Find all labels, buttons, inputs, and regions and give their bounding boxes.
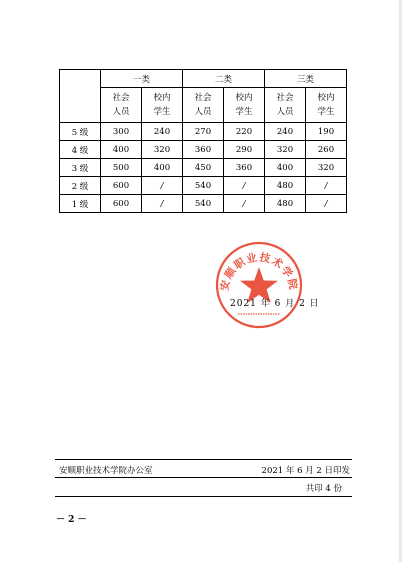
subheader-cell: 社会 人员 — [265, 88, 306, 123]
corner-cell — [60, 70, 101, 123]
subheader-cell: 校内 学生 — [306, 88, 347, 123]
fee-cell: 480 — [265, 177, 306, 195]
subheader-cell: 社会 人员 — [183, 88, 224, 123]
category-header: 一类 — [101, 70, 183, 88]
level-cell: 5 级 — [60, 123, 101, 141]
fee-cell: 270 — [183, 123, 224, 141]
fee-cell: 360 — [224, 159, 265, 177]
fee-cell: / — [224, 177, 265, 195]
table-row — [60, 195, 347, 213]
subheader-row — [60, 88, 347, 123]
fee-cell: 600 — [101, 195, 142, 213]
level-cell: 2 级 — [60, 177, 101, 195]
fee-cell: / — [142, 195, 183, 213]
fee-cell: 540 — [183, 195, 224, 213]
fee-cell: 190 — [306, 123, 347, 141]
fee-cell: 220 — [224, 123, 265, 141]
fee-table — [59, 69, 347, 213]
fee-cell: 320 — [306, 159, 347, 177]
footer-bottom-rule — [55, 496, 352, 497]
fee-cell: / — [142, 177, 183, 195]
fee-cell: 360 — [183, 141, 224, 159]
fee-cell: 300 — [101, 123, 142, 141]
subheader-cell: 校内 学生 — [224, 88, 265, 123]
official-seal-icon — [214, 240, 304, 330]
category-header: 二类 — [183, 70, 265, 88]
category-header: 三类 — [265, 70, 347, 88]
fee-cell: / — [306, 195, 347, 213]
fee-cell: 600 — [101, 177, 142, 195]
fee-cell: 320 — [265, 141, 306, 159]
fee-cell: 540 — [183, 177, 224, 195]
table-row — [60, 177, 347, 195]
footer-top-rule — [55, 459, 352, 460]
category-header-row — [60, 70, 347, 88]
footer-middle-rule — [55, 477, 352, 478]
seal-text: 安顺职业技术学院 — [218, 251, 300, 292]
print-date: 2021 年 6 月 2 日印发 — [261, 466, 350, 476]
fee-cell: 290 — [224, 141, 265, 159]
fee-cell: / — [224, 195, 265, 213]
fee-cell: 260 — [306, 141, 347, 159]
table-row — [60, 159, 347, 177]
level-cell: 3 级 — [60, 159, 101, 177]
issuing-office: 安顺职业技术学院办公室 — [59, 466, 153, 476]
fee-cell: 480 — [265, 195, 306, 213]
fee-cell: 400 — [101, 141, 142, 159]
level-cell: 4 级 — [60, 141, 101, 159]
fee-cell: / — [306, 177, 347, 195]
copies-count: 共印 4 份 — [305, 484, 342, 494]
fee-cell: 240 — [265, 123, 306, 141]
fee-cell: 240 — [142, 123, 183, 141]
level-cell: 1 级 — [60, 195, 101, 213]
fee-cell: 320 — [142, 141, 183, 159]
fee-cell: 400 — [265, 159, 306, 177]
fee-cell: 500 — [101, 159, 142, 177]
subheader-cell: 社会 人员 — [101, 88, 142, 123]
table-row — [60, 123, 347, 141]
fee-cell: 400 — [142, 159, 183, 177]
fee-cell: 450 — [183, 159, 224, 177]
table-row — [60, 141, 347, 159]
subheader-cell: 校内 学生 — [142, 88, 183, 123]
page-number: － 2 － — [56, 515, 87, 525]
sign-date: 2021 年 6 月 2 日 — [230, 299, 320, 309]
